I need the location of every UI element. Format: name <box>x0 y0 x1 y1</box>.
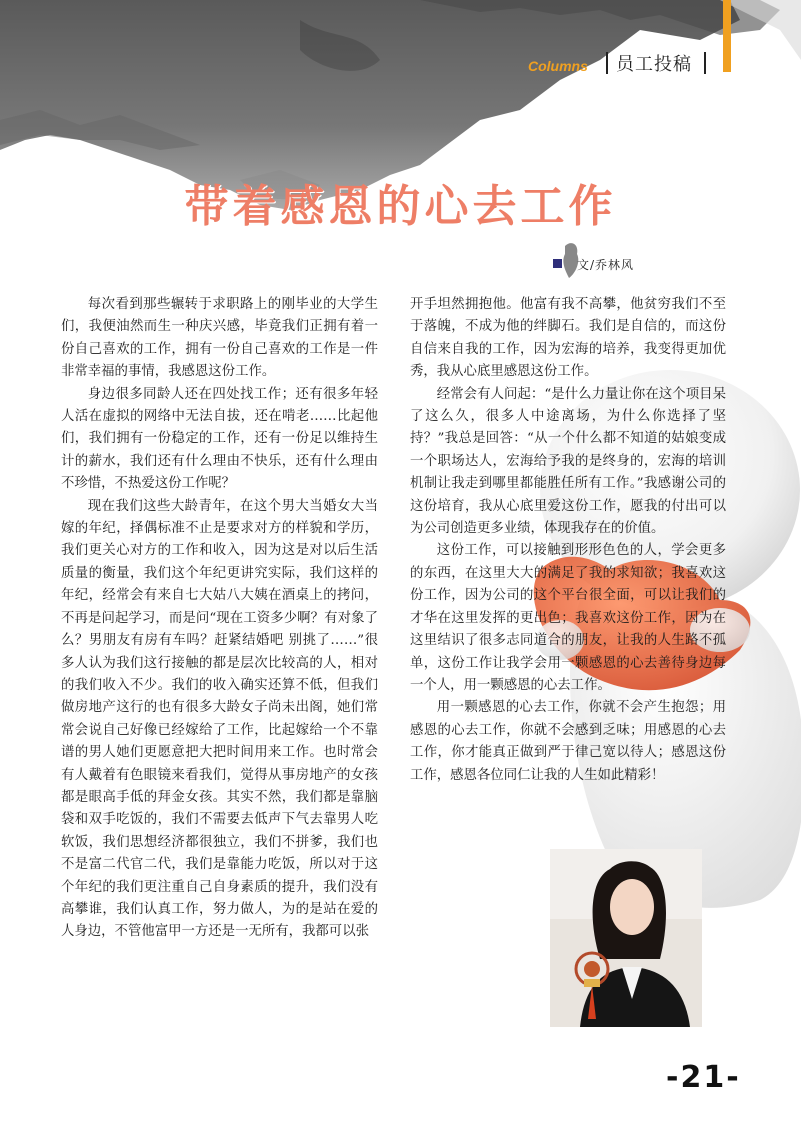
columns-label: Columns <box>528 58 588 74</box>
header-divider <box>704 52 706 74</box>
article-column-left <box>61 294 378 944</box>
article-title: 带着感恩的心去工作 <box>184 181 617 232</box>
paragraph: 开手坦然拥抱他。他富有我不高攀，他贫穷我们不至于落魄，不成为他的绊脚石。我们是自信的，而这份自信来自我的工作，因为宏海的培养，我变得更加优秀，我从心底里感恩这份工作。 <box>410 297 726 380</box>
section-label: 员工投稿 <box>616 54 692 75</box>
paragraph: 每次看到那些辗转于求职路上的刚毕业的大学生们，我便油然而生一种庆兴感，毕竟我们正拥有着一份自己喜欢的工作，拥有一份自己喜欢的工作是一件非常幸福的事情，我感恩这份工作。 <box>61 297 378 380</box>
paragraph: 现在我们这些大龄青年，在这个男大当婚女大当嫁的年纪，择偶标准不止是要求对方的样貌和学历，我们更关心对方的工作和收入，因为这是对以后生活质量的衡量，我们这个年纪更讲究实际，我们这样的年纪，经常会有来自七大姑八大姨在酒桌上的拷问，不再是问起学习，而是问“现在工资多少啊？有对象了么？男朋友有房有车吗？赶紧结婚吧 别挑了……”很多人认为我们这行接触的都是层次比较高的人，相对的我们收入不少。我们的收入确实还算不低，但我们做房地产这行的也有很多大龄女子尚未出阁，她们常常会说自己好像已经嫁给了工作，比起嫁给一个不靠谱的男人她们更愿意把大把时间用来工作。也时常会有人戴着有色眼镜来看我们，觉得从事房地产的女孩都是眼高手低的拜金女孩。其实不然，我们都是靠脑袋和双手吃饭的，我们不需要去低声下气去靠男人吃软饭，我们思想经济都很独立，我们不拼爹，我们也不是富二代官二代，我们是靠能力吃饭，所以对于这个年纪的我们更注重自己自身素质的提升，我们没有高攀谁，我们认真工作，努力做人，为的是站在爱的人身边，不管他富甲一方还是一无所有，我都可以张 <box>61 498 378 940</box>
author-photo <box>550 849 702 1027</box>
paragraph: 这份工作，可以接触到形形色色的人，学会更多的东西，在这里大大的满足了我的求知欲；我喜欢这份工作，因为公司的这个平台很全面，可以让我们的才华在这里发挥的更出色；我喜欢这份工作，因为在这里结识了很多志同道合的朋友，让我的人生路不孤单，这份工作让我学会用一颗感恩的心去善待身边每一个人，用一颗感恩的心去工作。 <box>410 543 726 693</box>
header-divider <box>606 52 608 74</box>
paragraph: 经常会有人问起：“是什么力量让你在这个项目呆了这么久，很多人中途离场，为什么你选择了坚持？”我总是回答：“从一个什么都不知道的姑娘变成一个职场达人，宏海给予我的是终身的，宏海的培训机制让我走到哪里都能胜任所有工作。”我感谢公司的这份培育，我从心底里爱这份工作，愿我的付出可以为公司创造更多业绩，体现我存在的价值。 <box>410 386 726 537</box>
header-accent-bar <box>723 0 731 72</box>
article-author: 文/乔林风 <box>577 258 635 272</box>
article-column-right <box>410 294 726 787</box>
author-marker <box>553 259 562 268</box>
paragraph: 用一颗感恩的心去工作，你就不会产生抱怨；用感恩的心去工作，你就不会感到乏味；用感恩的心去工作，你才能真正做到严于律己宽以待人；感恩这份工作，感恩各位同仁让我的人生如此精彩！ <box>410 700 726 783</box>
page-number: -21- <box>666 1060 741 1095</box>
paragraph: 身边很多同龄人还在四处找工作；还有很多年轻人活在虚拟的网络中无法自拔，还在啃老……比起他们，我们拥有一份稳定的工作，还有一份足以维持生计的薪水，我们还有什么理由不快乐，还有什么理由不珍惜，不热爱这份工作呢？ <box>61 386 378 492</box>
